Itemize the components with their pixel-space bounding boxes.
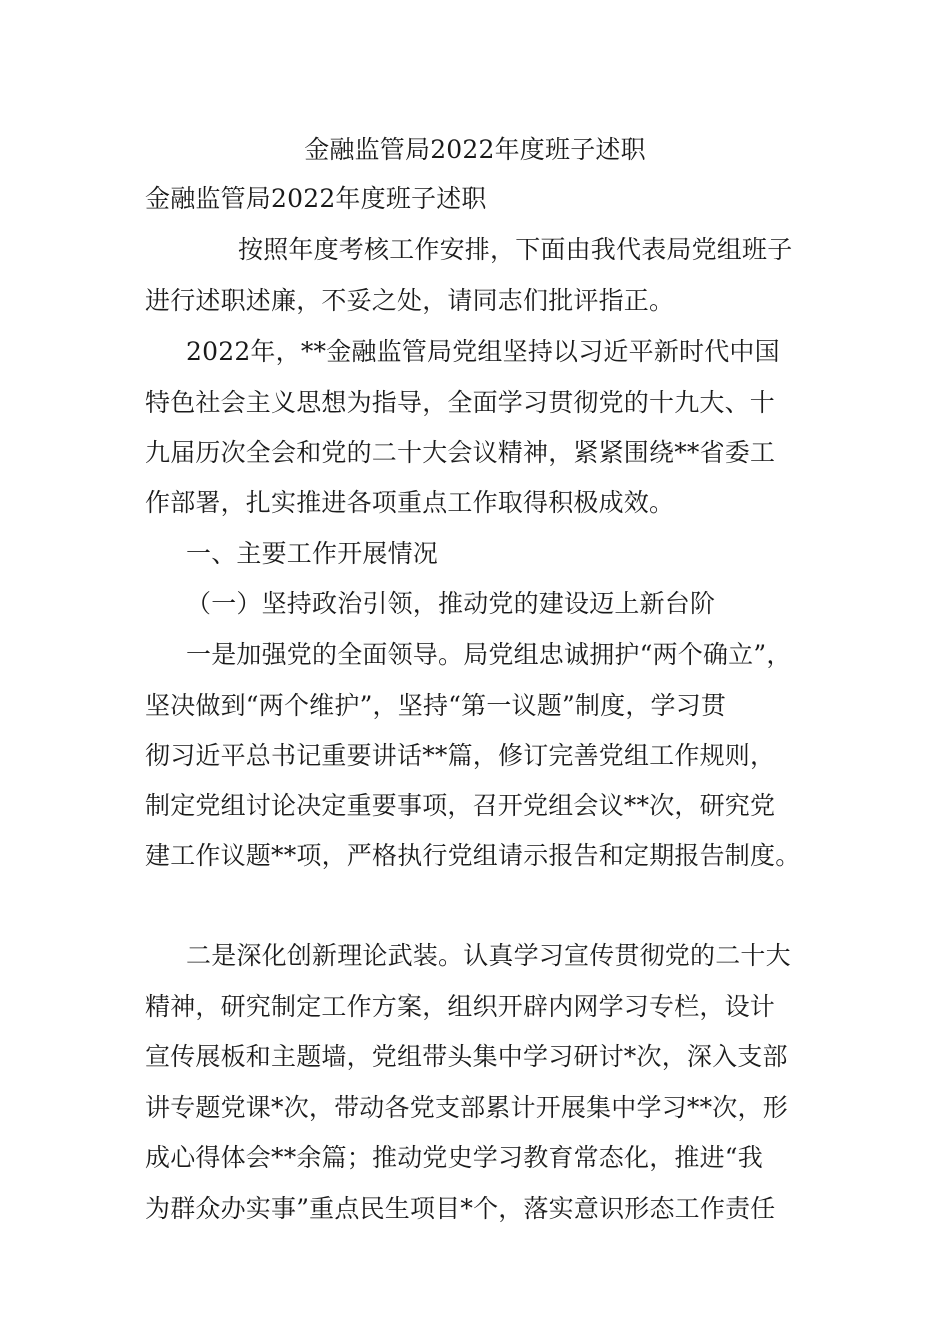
paragraph-line: 成心得体会**余篇；推动党史学习教育常态化，推进“我 (145, 1143, 763, 1172)
paragraph-line: 讲专题党课*次，带动各党支部累计开展集中学习**次，形 (145, 1093, 788, 1122)
paragraph-line: 按照年度考核工作安排，下面由我代表局党组班子 (238, 235, 793, 264)
paragraph-line: 彻习近平总书记重要讲话**篇，修订完善党组工作规则， (145, 741, 776, 770)
paragraph-line: 制定党组讨论决定重要事项，召开党组会议**次，研究党 (145, 791, 776, 820)
subsection-heading: （一）坚持政治引领，推动党的建设迈上新台阶 (186, 589, 716, 618)
paragraph-line: 坚决做到“两个维护”，坚持“第一议题”制度，学习贯 (145, 691, 727, 720)
paragraph-line: 一是加强党的全面领导。局党组忠诚拥护“两个确立”， (186, 640, 792, 669)
paragraph-line: 二是深化创新理论武装。认真学习宣传贯彻党的二十大 (186, 941, 791, 970)
paragraph-line: 作部署，扎实推进各项重点工作取得积极成效。 (145, 488, 675, 517)
paragraph-line: 2022年，**金融监管局党组坚持以习近平新时代中国 (186, 337, 780, 366)
paragraph-line: 建工作议题**项，严格执行党组请示报告和定期报告制度。 (145, 841, 801, 870)
paragraph-line: 宣传展板和主题墙，党组带头集中学习研讨*次，深入支部 (145, 1042, 788, 1071)
paragraph-line: 特色社会主义思想为指导，全面学习贯彻党的十九大、十 (145, 388, 776, 417)
document-title: 金融监管局2022年度班子述职 (304, 135, 646, 164)
paragraph-line: 九届历次全会和党的二十大会议精神，紧紧围绕**省委工 (145, 438, 776, 467)
document-subtitle: 金融监管局2022年度班子述职 (145, 184, 487, 213)
paragraph-line: 精神，研究制定工作方案，组织开辟内网学习专栏，设计 (145, 992, 776, 1021)
paragraph-line: 进行述职述廉，不妥之处，请同志们批评指正。 (145, 286, 675, 315)
paragraph-line: 为群众办实事”重点民生项目*个，落实意识形态工作责任 (145, 1194, 776, 1223)
section-heading: 一、主要工作开展情况 (186, 539, 439, 568)
